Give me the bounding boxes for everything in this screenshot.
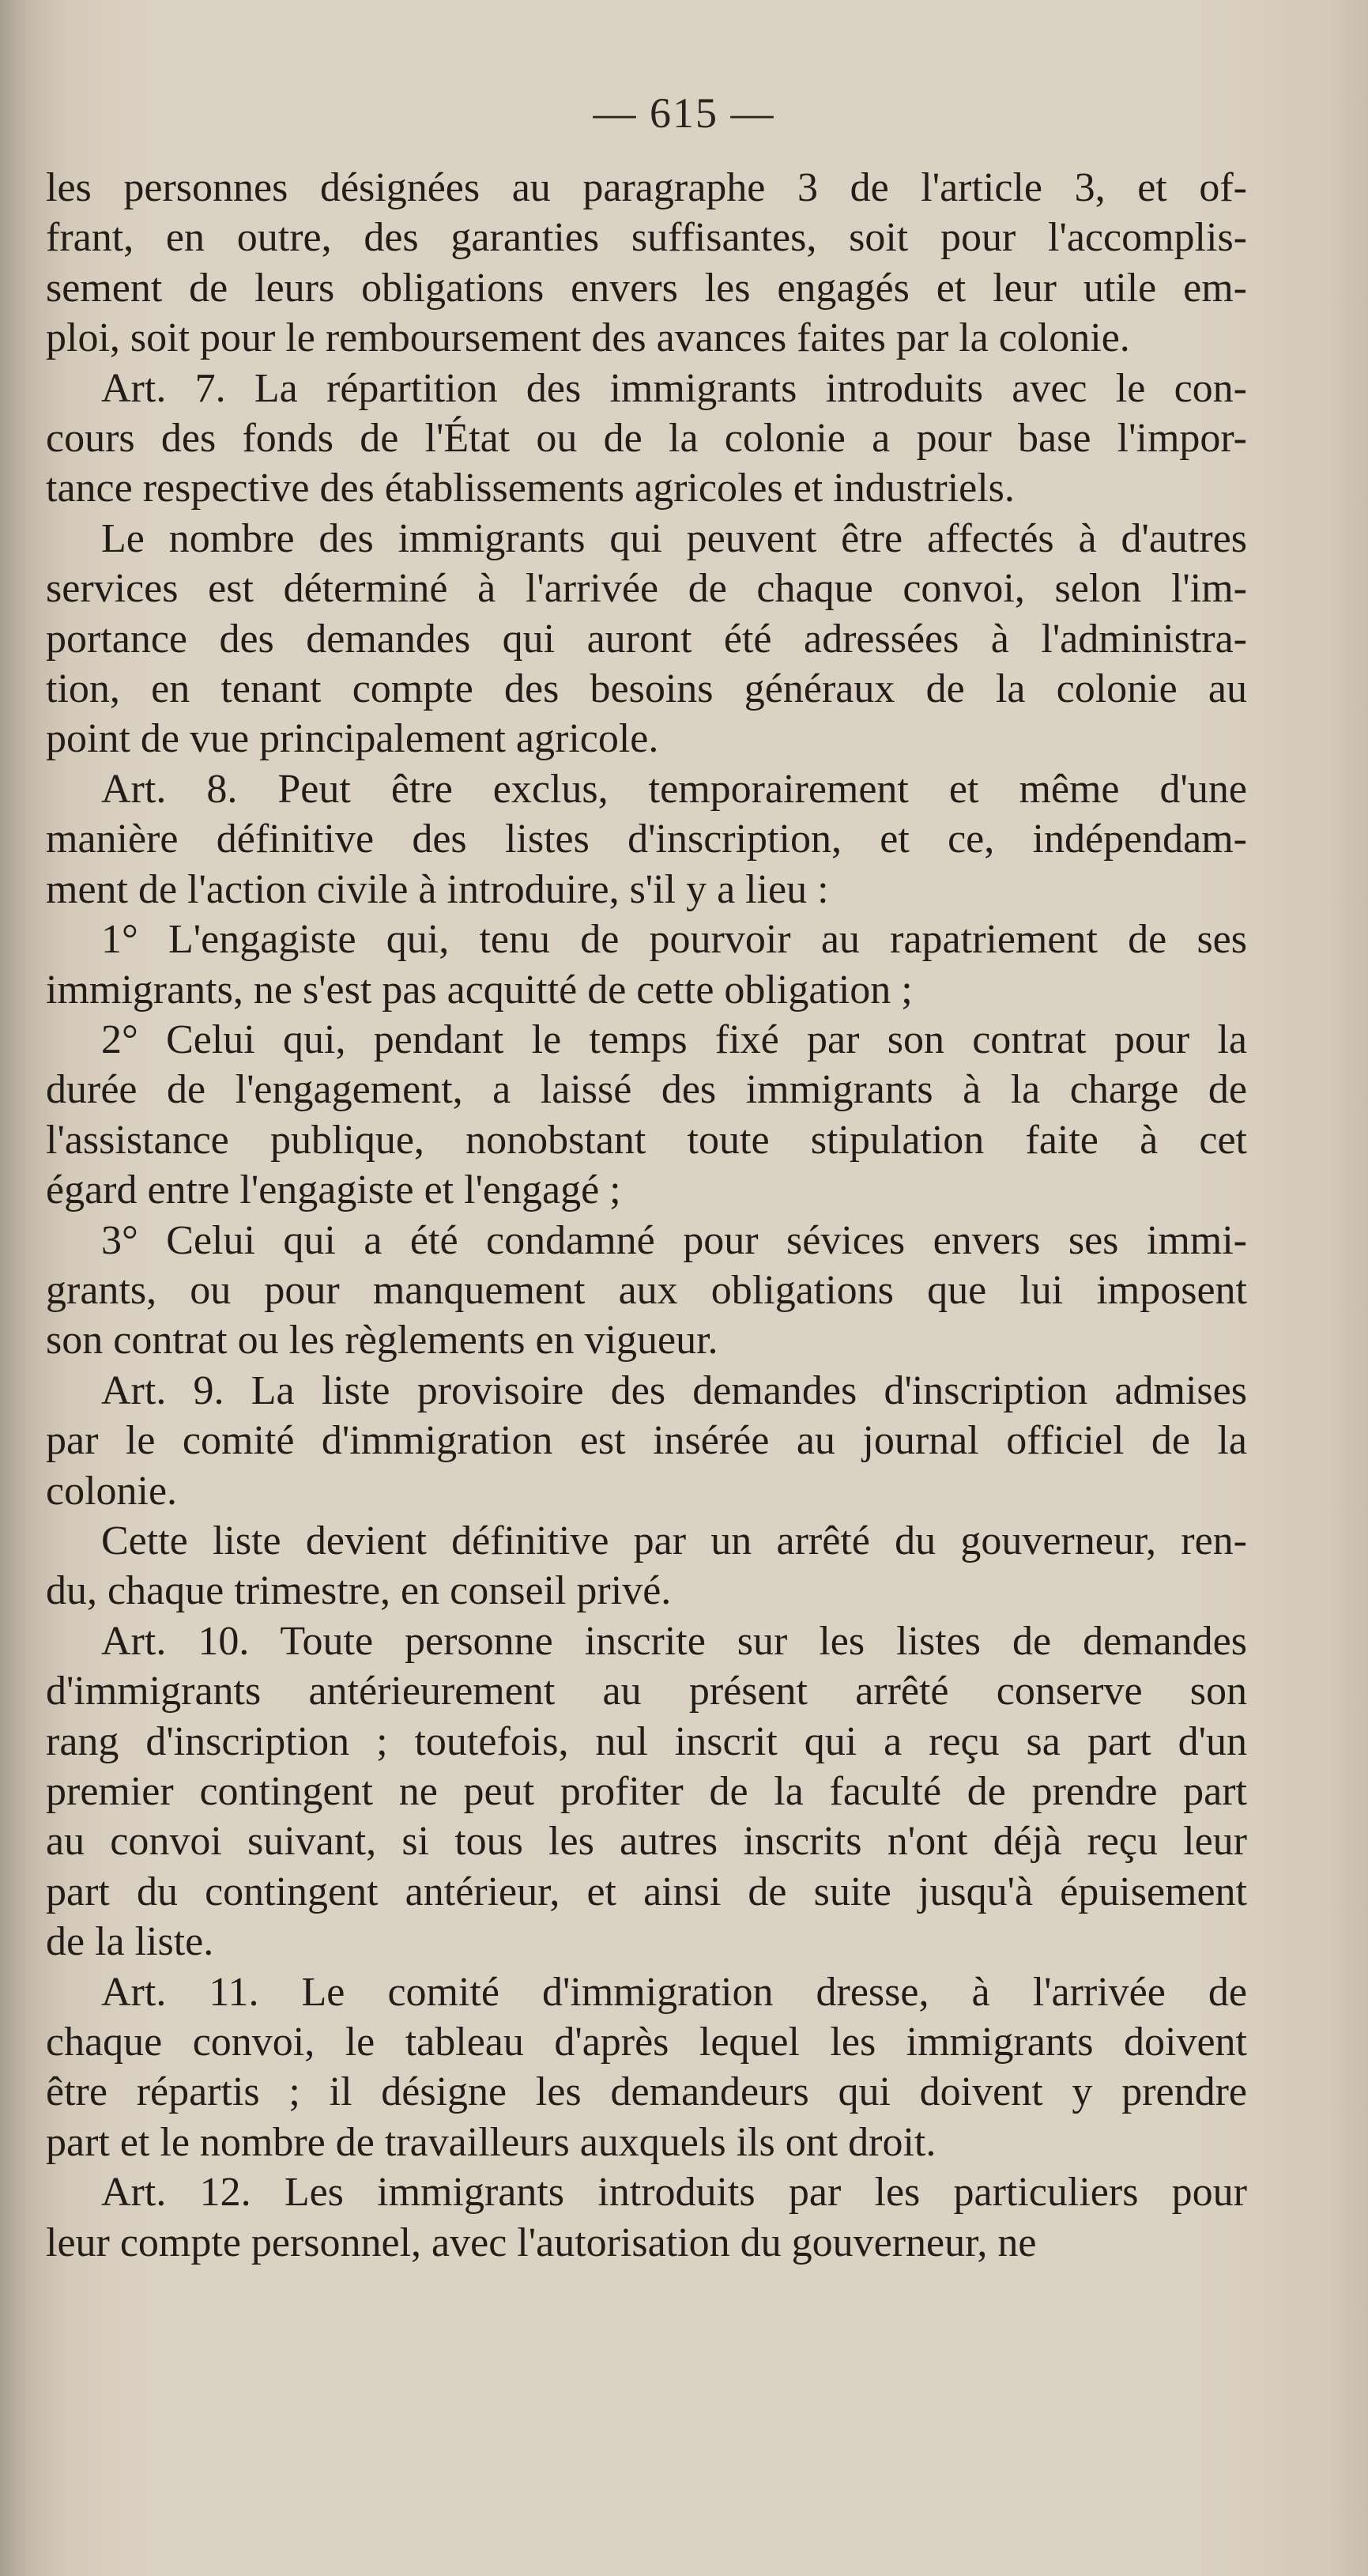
text-line: Cette liste devient définitive par un arrêté du gouverneur, ren- — [101, 1518, 1247, 1563]
text-line: son contrat ou les règlements en vigueur. — [46, 1318, 718, 1363]
text-line: colonie. — [46, 1468, 178, 1514]
page-number: — 615 — — [593, 89, 775, 137]
paragraph — [46, 163, 1247, 364]
text-line: 1° L'engagiste qui, tenu de pourvoir au rapatriement de ses — [101, 917, 1247, 963]
text-line: par le comité d'immigration est insérée au journal officiel de la — [46, 1418, 1247, 1464]
body-text — [46, 163, 1247, 2268]
text-line: être répartis ; il désigne les demandeurs qui doivent y prendre — [46, 2069, 1247, 2115]
text-line: ment de l'action civile à introduire, s'il y a lieu : — [46, 866, 829, 912]
text-line: Art. 7. La répartition des immigrants introduits avec le con- — [101, 365, 1247, 411]
text-line: égard entre l'engagiste et l'engagé ; — [46, 1167, 621, 1213]
text-line: rang d'inscription ; toutefois, nul inscrit qui a reçu sa part d'un — [46, 1718, 1247, 1764]
paragraph — [46, 1366, 1247, 1516]
paragraph — [46, 915, 1247, 1015]
paragraph — [46, 1216, 1247, 1366]
text-line: l'assistance publique, nonobstant toute stipulation faite à cet — [46, 1117, 1247, 1163]
text-line: Art. 11. Le comité d'immigration dresse, à l'arrivée de — [101, 1969, 1247, 2015]
text-line: Art. 10. Toute personne inscrite sur les listes de demandes — [101, 1618, 1247, 1664]
text-line: du, chaque trimestre, en conseil privé. — [46, 1568, 672, 1614]
text-line: frant, en outre, des garanties suffisantes, soit pour l'accomplis- — [46, 215, 1247, 261]
text-line: ploi, soit pour le remboursement des avances faites par la colonie. — [46, 315, 1130, 361]
paragraph — [46, 764, 1247, 915]
text-line: de la liste. — [46, 1919, 214, 1965]
paragraph — [46, 1015, 1247, 1216]
paragraph — [46, 2167, 1247, 2268]
text-line: point de vue principalement agricole. — [46, 716, 659, 762]
text-line: leur compte personnel, avec l'autorisation du gouverneur, ne — [46, 2220, 1037, 2265]
paragraph — [46, 514, 1247, 764]
paragraph — [46, 1516, 1247, 1616]
paragraph — [46, 364, 1247, 514]
text-line: Art. 12. Les immigrants introduits par les particuliers pour — [101, 2170, 1247, 2216]
text-line: au convoi suivant, si tous les autres inscrits n'ont déjà reçu leur — [46, 1819, 1247, 1865]
text-line: sement de leurs obligations envers les engagés et leur utile em- — [46, 265, 1247, 311]
text-line: portance des demandes qui auront été adressées à l'administra- — [46, 616, 1247, 662]
text-line: cours des fonds de l'État ou de la colonie a pour base l'impor- — [46, 416, 1247, 462]
text-line: immigrants, ne s'est pas acquitté de cette obligation ; — [46, 967, 913, 1013]
text-line: grants, ou pour manquement aux obligations que lui imposent — [46, 1267, 1247, 1313]
text-line: durée de l'engagement, a laissé des immigrants à la charge de — [46, 1067, 1247, 1113]
text-line: part et le nombre de travailleurs auxquels ils ont droit. — [46, 2119, 936, 2165]
text-line: les personnes désignées au paragraphe 3 de l'article 3, et of- — [46, 165, 1247, 210]
paragraph — [46, 1616, 1247, 1967]
text-line: chaque convoi, le tableau d'après lequel les immigrants doivent — [46, 2020, 1247, 2065]
text-line: part du contingent antérieur, et ainsi de suite jusqu'à épuisement — [46, 1869, 1247, 1914]
paragraph — [46, 1967, 1247, 2168]
text-line: Le nombre des immigrants qui peuvent être affectés à d'autres — [101, 515, 1247, 561]
text-line: manière définitive des listes d'inscription, et ce, indépendam- — [46, 817, 1247, 862]
text-line: services est déterminé à l'arrivée de chaque convoi, selon l'im- — [46, 566, 1247, 612]
text-line: Art. 9. La liste provisoire des demandes d'inscription admises — [101, 1367, 1247, 1413]
text-line: Art. 8. Peut être exclus, temporairement et même d'une — [101, 766, 1247, 812]
text-line: 3° Celui qui a été condamné pour sévices envers ses immi- — [101, 1217, 1247, 1263]
text-line: d'immigrants antérieurement au présent arrêté conserve son — [46, 1669, 1247, 1714]
text-line: premier contingent ne peut profiter de la faculté de prendre part — [46, 1769, 1247, 1814]
text-line: tance respective des établissements agricoles et industriels. — [46, 466, 1015, 511]
text-line: tion, en tenant compte des besoins généraux de la colonie au — [46, 666, 1247, 712]
text-line: 2° Celui qui, pendant le temps fixé par son contrat pour la — [101, 1016, 1247, 1062]
